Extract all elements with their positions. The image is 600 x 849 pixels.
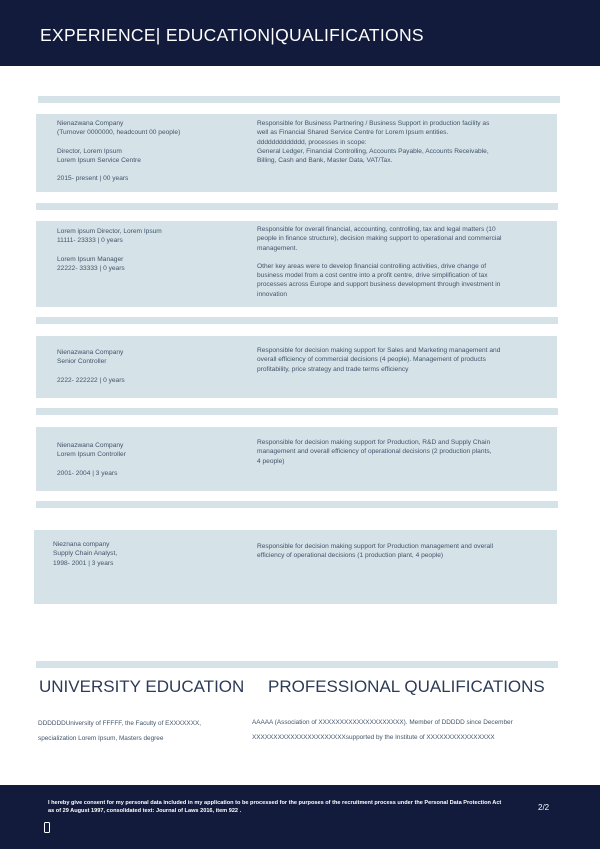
spacer [57,367,247,376]
experience-detail-line: 2001- 2004 | 3 years [57,469,118,477]
experience-card [36,336,557,398]
page-number: 2/2 [538,803,550,812]
education-title: UNIVERSITY EDUCATION [39,677,245,696]
experience-description-line: management and overall efficiency of operational decisions (2 production plants, [257,448,492,456]
experience-description-line: overall efficiency of commercial decisions (4 people). Management of products [257,356,486,364]
experience-detail-line: Nienazwana Company [57,349,124,356]
experience-role-column [57,441,247,478]
experience-role-column [53,540,243,568]
experience-description-line: people in finance structure), decision making support to operational and commercial [257,235,502,243]
divider-bar [36,408,558,415]
experience-role-column [57,348,247,385]
spacer [57,460,247,469]
experience-detail-line: Lorem Ipsum Controller [57,451,126,459]
page-header [0,0,600,66]
experience-description-line: General Ledger, Financial Controlling, Accounts Payable, Accounts Receivable, [257,147,489,155]
experience-detail-line: 2015- present | 00 years [57,175,129,183]
experience-description-column [257,438,547,466]
page-footer [0,785,600,849]
experience-description-column [257,119,547,165]
experience-detail-line: Nieznana company [53,541,110,548]
qualification-line: XXXXXXXXXXXXXXXXXXXXXXsupported by the Institute of XXXXXXXXXXXXXXXX [252,734,495,741]
experience-role-column [57,227,247,273]
experience-detail-line: Nienazwana Company [57,442,124,449]
experience-card [36,427,557,491]
divider-bar [36,661,558,668]
experience-detail-line: Supply Chain Analyst, [53,550,118,558]
qualifications-title: PROFESSIONAL QUALIFICATIONS [268,677,545,696]
experience-card [36,114,557,192]
experience-description-line: business model from a cost centre into a profit centre, drive simplification of tax [257,272,488,280]
experience-description-line: profitability, price strategy and trade terms efficiency [257,365,409,373]
page-title: EXPERIENCE| EDUCATION|QUALIFICATIONS [40,25,424,45]
experience-detail-line: 11111- 23333 | 0 years [57,237,123,245]
experience-detail-line: (Turnover 0000000, headcount 00 people) [57,129,181,137]
consent-clause: I hereby give consent for my personal data included in my application to be processed for the purposes of the recruitment process under the Personal Data Protection Act as of 29 August 1997, consolidated text: Journal of Laws 2016, item 922 . [48,800,502,815]
experience-description-line: Responsible for decision making support for Sales and Marketing management and [257,347,501,354]
experience-description-line: Responsible for overall financial, accounting, controlling, tax and legal matters (10 [257,226,496,233]
experience-description-line: efficiency of operational decisions (1 production plant, 4 people) [257,552,444,560]
experience-description-line: Responsible for Business Partnering / Business Support in production facility as [257,120,490,127]
education-line: DDDDDDUniversity of FFFFF, the Faculty of EXXXXXXX, [38,720,201,727]
experience-detail-line: Lorem ipsum Director, Lorem Ipsum [57,228,162,235]
divider-bar [38,96,560,103]
experience-detail-line: 2222- 222222 | 0 years [57,376,125,384]
experience-description-line: management. [257,244,298,252]
experience-role-column [57,119,247,183]
spacer [57,246,247,255]
experience-description-line: Responsible for decision making support for Production management and overall [257,543,494,550]
spacer [57,138,247,147]
experience-detail-line: Senior Controller [57,358,107,366]
experience-detail-line: Lorem Ipsum Service Centre [57,156,141,164]
phone-icon [44,822,50,833]
divider-bar [36,203,558,210]
spacer [57,165,247,174]
experience-detail-line: Lorem Ipsum Manager [57,255,124,263]
experience-description-column [257,346,547,374]
experience-description-line: processes across Europe and support business development through investment in [257,281,501,289]
experience-detail-line: 22222- 33333 | 0 years [57,264,125,272]
experience-description-line: Responsible for decision making support for Production, R&D and Supply Chain [257,439,491,446]
experience-detail-line: Nienazwana Company [57,120,124,127]
experience-description-column [257,225,547,299]
experience-description-line: 4 people) [257,457,285,465]
experience-card [36,221,557,307]
experience-description-line: Billing, Cash and Bank, Master Data, VAT/Tax. [257,157,393,165]
divider-bar [36,501,558,508]
qualification-line: AAAAA (Association of XXXXXXXXXXXXXXXXXXXX). Member of DDDDD since December [252,719,513,726]
education-line: specialization Lorem Ipsum, Masters degree [38,735,164,742]
experience-description-line: innovation [257,290,288,298]
experience-card [34,530,557,604]
experience-description-column [257,542,547,561]
experience-description-line: Other key areas were to develop financial controlling activities, drive change of [257,262,487,270]
experience-description-line: ddddddddddddd, processes in scope: [257,138,367,146]
divider-bar [36,317,558,324]
spacer [257,253,547,262]
experience-detail-line: Director, Lorem Ipsum [57,147,122,155]
experience-description-line: well as Financial Shared Service Centre for Lorem Ipsum entities. [257,129,449,137]
experience-detail-line: 1998- 2001 | 3 years [53,559,114,567]
